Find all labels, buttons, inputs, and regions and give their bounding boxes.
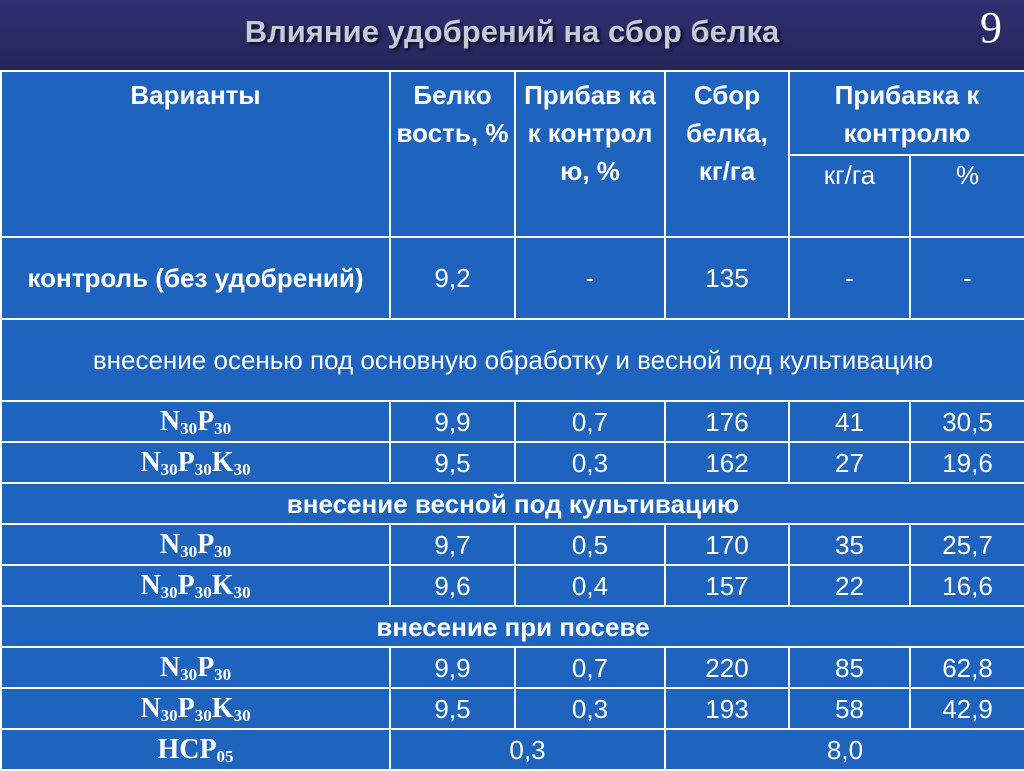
- add-pct-value: 16,6: [910, 565, 1024, 606]
- variant-label: $N_{30}P_{30}K_{30}$: [1, 565, 390, 606]
- control-protein: 9,2: [390, 237, 515, 319]
- header-row: [1, 71, 1024, 155]
- protein-yield-table: [0, 70, 1024, 771]
- control-label: контроль (без удобрений): [1, 237, 390, 319]
- table-row: [1, 688, 1024, 729]
- subheader-kg: кг/га: [789, 155, 910, 237]
- increase-value: 0,3: [515, 442, 665, 483]
- table-row: [1, 401, 1024, 442]
- lsd-protein: 0,3: [390, 729, 665, 770]
- header-yield: Сбор белка, кг/га: [665, 71, 789, 237]
- variant-label: $N_{30}P_{30}$: [1, 647, 390, 688]
- increase-value: 0,7: [515, 647, 665, 688]
- add-kg-value: 58: [789, 688, 910, 729]
- header-increase: Прибав ка к контрол ю, %: [515, 71, 665, 237]
- increase-value: 0,5: [515, 524, 665, 565]
- protein-value: 9,7: [390, 524, 515, 565]
- protein-value: 9,5: [390, 442, 515, 483]
- lsd-yield: 8,0: [665, 729, 1024, 770]
- add-pct-value: 62,8: [910, 647, 1024, 688]
- protein-value: 9,9: [390, 401, 515, 442]
- increase-value: 0,3: [515, 688, 665, 729]
- protein-value: 9,6: [390, 565, 515, 606]
- section-row: [1, 483, 1024, 524]
- add-kg-value: 22: [789, 565, 910, 606]
- control-add-kg: -: [789, 237, 910, 319]
- add-kg-value: 35: [789, 524, 910, 565]
- section-title: внесение весной под культивацию: [1, 483, 1024, 524]
- add-kg-value: 85: [789, 647, 910, 688]
- section-title: внесение осенью под основную обработку и весной под культивацию: [1, 319, 1024, 401]
- header-protein: Белко вость, %: [390, 71, 515, 237]
- add-pct-value: 42,9: [910, 688, 1024, 729]
- add-pct-value: 19,6: [910, 442, 1024, 483]
- variant-label: $N_{30}P_{30}$: [1, 401, 390, 442]
- page-number: 9: [980, 3, 1002, 52]
- control-increase: -: [515, 237, 665, 319]
- subheader-pct: %: [910, 155, 1024, 237]
- header-variants: Варианты: [1, 71, 390, 237]
- variant-label: $N_{30}P_{30}K_{30}$: [1, 688, 390, 729]
- variant-label: $N_{30}P_{30}$: [1, 524, 390, 565]
- add-kg-value: 41: [789, 401, 910, 442]
- yield-value: 193: [665, 688, 789, 729]
- increase-value: 0,4: [515, 565, 665, 606]
- slide-title: Влияние удобрений на сбор белка: [244, 14, 780, 49]
- yield-value: 170: [665, 524, 789, 565]
- yield-value: 176: [665, 401, 789, 442]
- protein-value: 9,9: [390, 647, 515, 688]
- protein-value: 9,5: [390, 688, 515, 729]
- variant-label: $N_{30}P_{30}K_{30}$: [1, 442, 390, 483]
- section-title: внесение при посеве: [1, 606, 1024, 647]
- add-kg-value: 27: [789, 442, 910, 483]
- yield-value: 220: [665, 647, 789, 688]
- table-row: [1, 565, 1024, 606]
- lsd-label: $НСР_{05}$: [1, 729, 390, 770]
- section-row: [1, 606, 1024, 647]
- control-add-pct: -: [910, 237, 1024, 319]
- yield-value: 162: [665, 442, 789, 483]
- header-increase-control: Прибавка к контролю: [789, 71, 1024, 155]
- table-row: [1, 647, 1024, 688]
- add-pct-value: 25,7: [910, 524, 1024, 565]
- table-row: [1, 524, 1024, 565]
- control-yield: 135: [665, 237, 789, 319]
- title-bar: [0, 0, 1024, 70]
- add-pct-value: 30,5: [910, 401, 1024, 442]
- lsd-row: [1, 729, 1024, 770]
- table-row: [1, 442, 1024, 483]
- increase-value: 0,7: [515, 401, 665, 442]
- section-row: [1, 319, 1024, 401]
- control-row: [1, 237, 1024, 319]
- yield-value: 157: [665, 565, 789, 606]
